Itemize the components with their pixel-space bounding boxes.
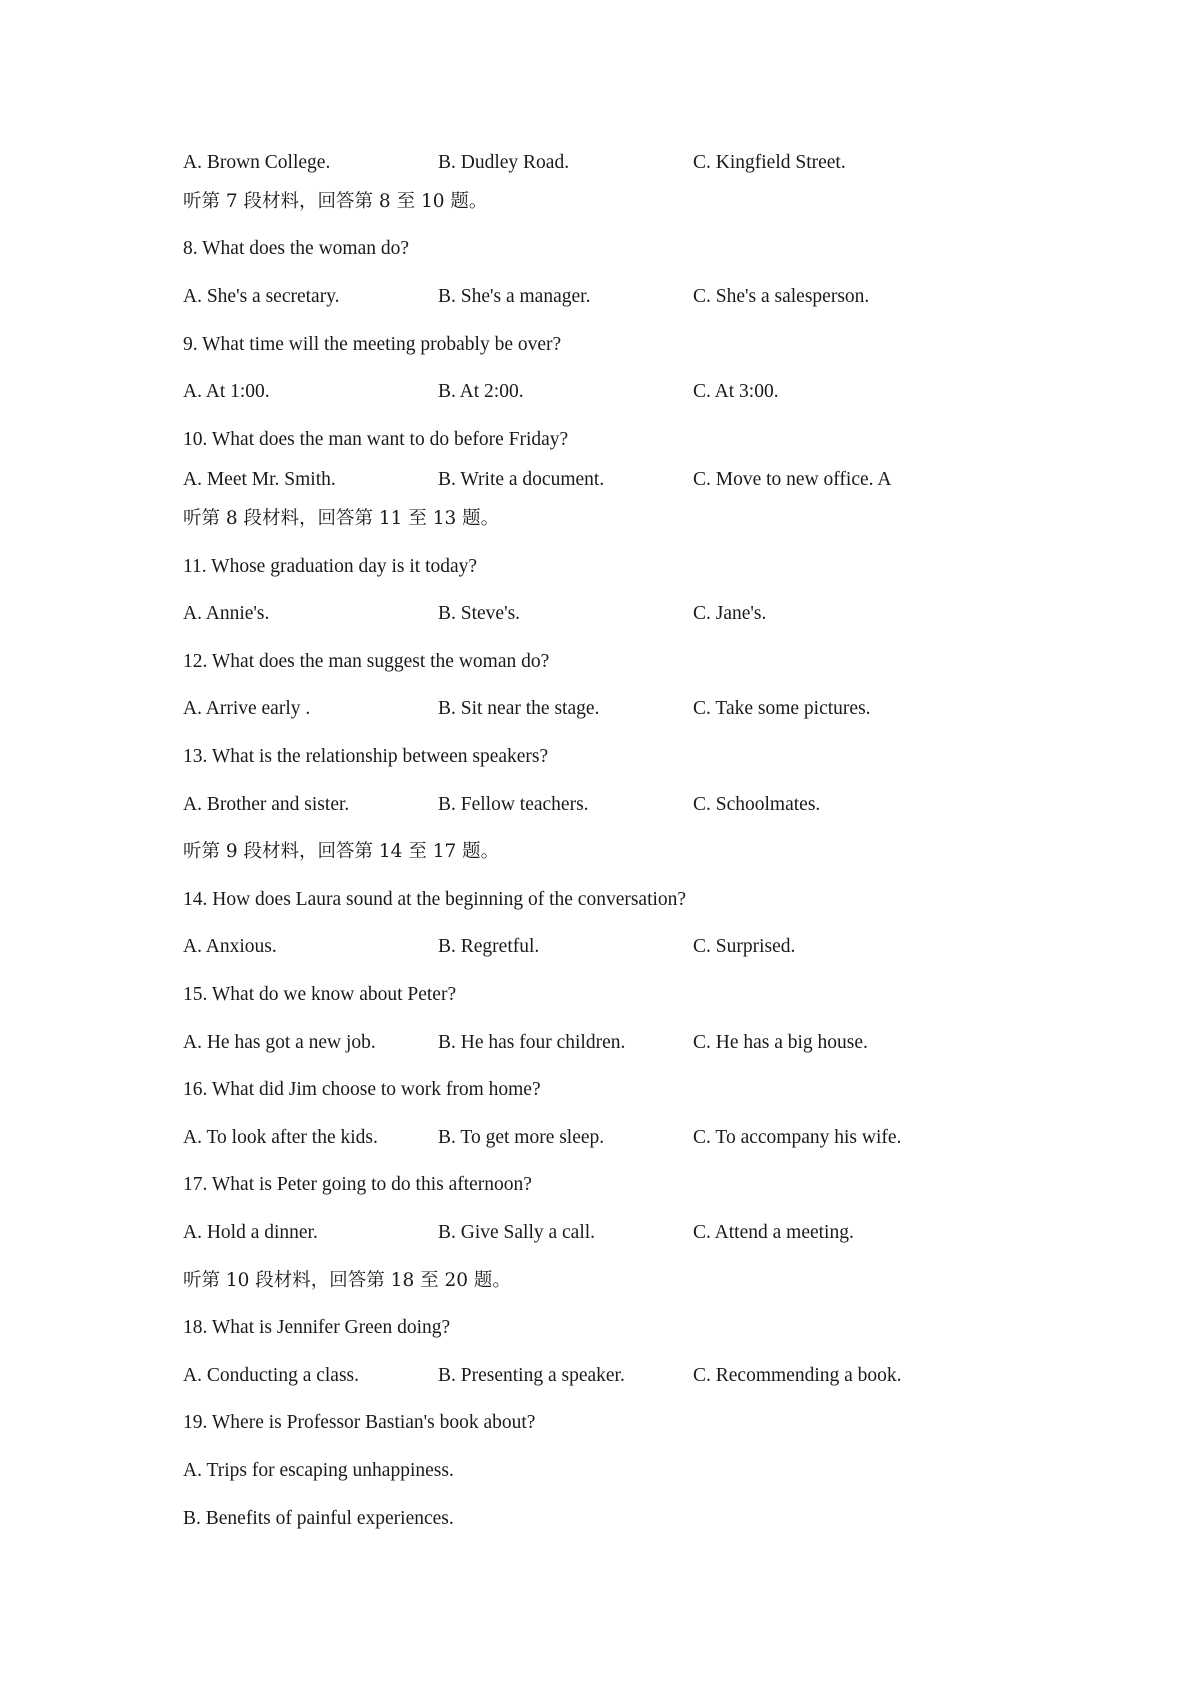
- question-text: 19. Where is Professor Bastian's book about?: [183, 1412, 536, 1433]
- section-heading: 听第 9 段材料，回答第 14 至 17 题。: [183, 841, 500, 862]
- question-text: 16. What did Jim choose to work from home?: [183, 1079, 541, 1100]
- option-a: A. He has got a new job.: [183, 1032, 376, 1053]
- option-c: C. To accompany his wife.: [693, 1127, 902, 1148]
- option-a: A. Hold a dinner.: [183, 1222, 318, 1243]
- option-a: A. Conducting a class.: [183, 1365, 360, 1386]
- option-a: A. Meet Mr. Smith.: [183, 469, 336, 490]
- option-c: C. Kingfield Street.: [693, 152, 846, 173]
- question-text: 12. What does the man suggest the woman do?: [183, 651, 550, 672]
- option-c: C. Recommending a book.: [693, 1365, 902, 1386]
- option-b: B. Give Sally a call.: [438, 1222, 596, 1243]
- option-b: B. Write a document.: [438, 469, 605, 490]
- option-c: C. Take some pictures.: [693, 698, 871, 719]
- question-text: A. Trips for escaping unhappiness.: [183, 1460, 454, 1481]
- option-c: C. She's a salesperson.: [693, 286, 870, 307]
- section-heading: 听第 8 段材料，回答第 11 至 13 题。: [183, 508, 500, 529]
- question-text: 8. What does the woman do?: [183, 238, 410, 259]
- option-c: C. Schoolmates.: [693, 794, 821, 815]
- option-c: C. He has a big house.: [693, 1032, 868, 1053]
- option-b: B. Sit near the stage.: [438, 698, 600, 719]
- option-a: A. Brown College.: [183, 152, 331, 173]
- option-b: B. Dudley Road.: [438, 152, 570, 173]
- option-a: A. At 1:00.: [183, 381, 270, 402]
- question-text: 13. What is the relationship between speakers?: [183, 746, 549, 767]
- option-b: B. Regretful.: [438, 936, 540, 957]
- question-text: 14. How does Laura sound at the beginning of the conversation?: [183, 889, 687, 910]
- option-a: A. She's a secretary.: [183, 286, 340, 307]
- option-c: C. Jane's.: [693, 603, 767, 624]
- question-text: 10. What does the man want to do before Friday?: [183, 429, 569, 450]
- section-heading: 听第 10 段材料，回答第 18 至 20 题。: [183, 1270, 511, 1291]
- section-heading: 听第 7 段材料，回答第 8 至 10 题。: [183, 191, 488, 212]
- option-b: B. She's a manager.: [438, 286, 591, 307]
- option-b: B. To get more sleep.: [438, 1127, 605, 1148]
- option-b: B. At 2:00.: [438, 381, 524, 402]
- option-a: A. Arrive early .: [183, 698, 311, 719]
- option-c: C. Move to new office. A: [693, 469, 892, 490]
- question-text: 15. What do we know about Peter?: [183, 984, 457, 1005]
- question-text: 18. What is Jennifer Green doing?: [183, 1317, 451, 1338]
- option-c: C. Surprised.: [693, 936, 796, 957]
- option-b: B. Steve's.: [438, 603, 521, 624]
- question-text: B. Benefits of painful experiences.: [183, 1508, 454, 1529]
- question-text: 9. What time will the meeting probably be over?: [183, 334, 562, 355]
- option-c: C. At 3:00.: [693, 381, 779, 402]
- option-b: B. He has four children.: [438, 1032, 626, 1053]
- question-text: 17. What is Peter going to do this afternoon?: [183, 1174, 532, 1195]
- option-b: B. Presenting a speaker.: [438, 1365, 625, 1386]
- option-c: C. Attend a meeting.: [693, 1222, 854, 1243]
- option-b: B. Fellow teachers.: [438, 794, 589, 815]
- option-a: A. To look after the kids.: [183, 1127, 378, 1148]
- option-a: A. Annie's.: [183, 603, 270, 624]
- question-text: 11. Whose graduation day is it today?: [183, 556, 478, 577]
- option-a: A. Anxious.: [183, 936, 277, 957]
- option-a: A. Brother and sister.: [183, 794, 350, 815]
